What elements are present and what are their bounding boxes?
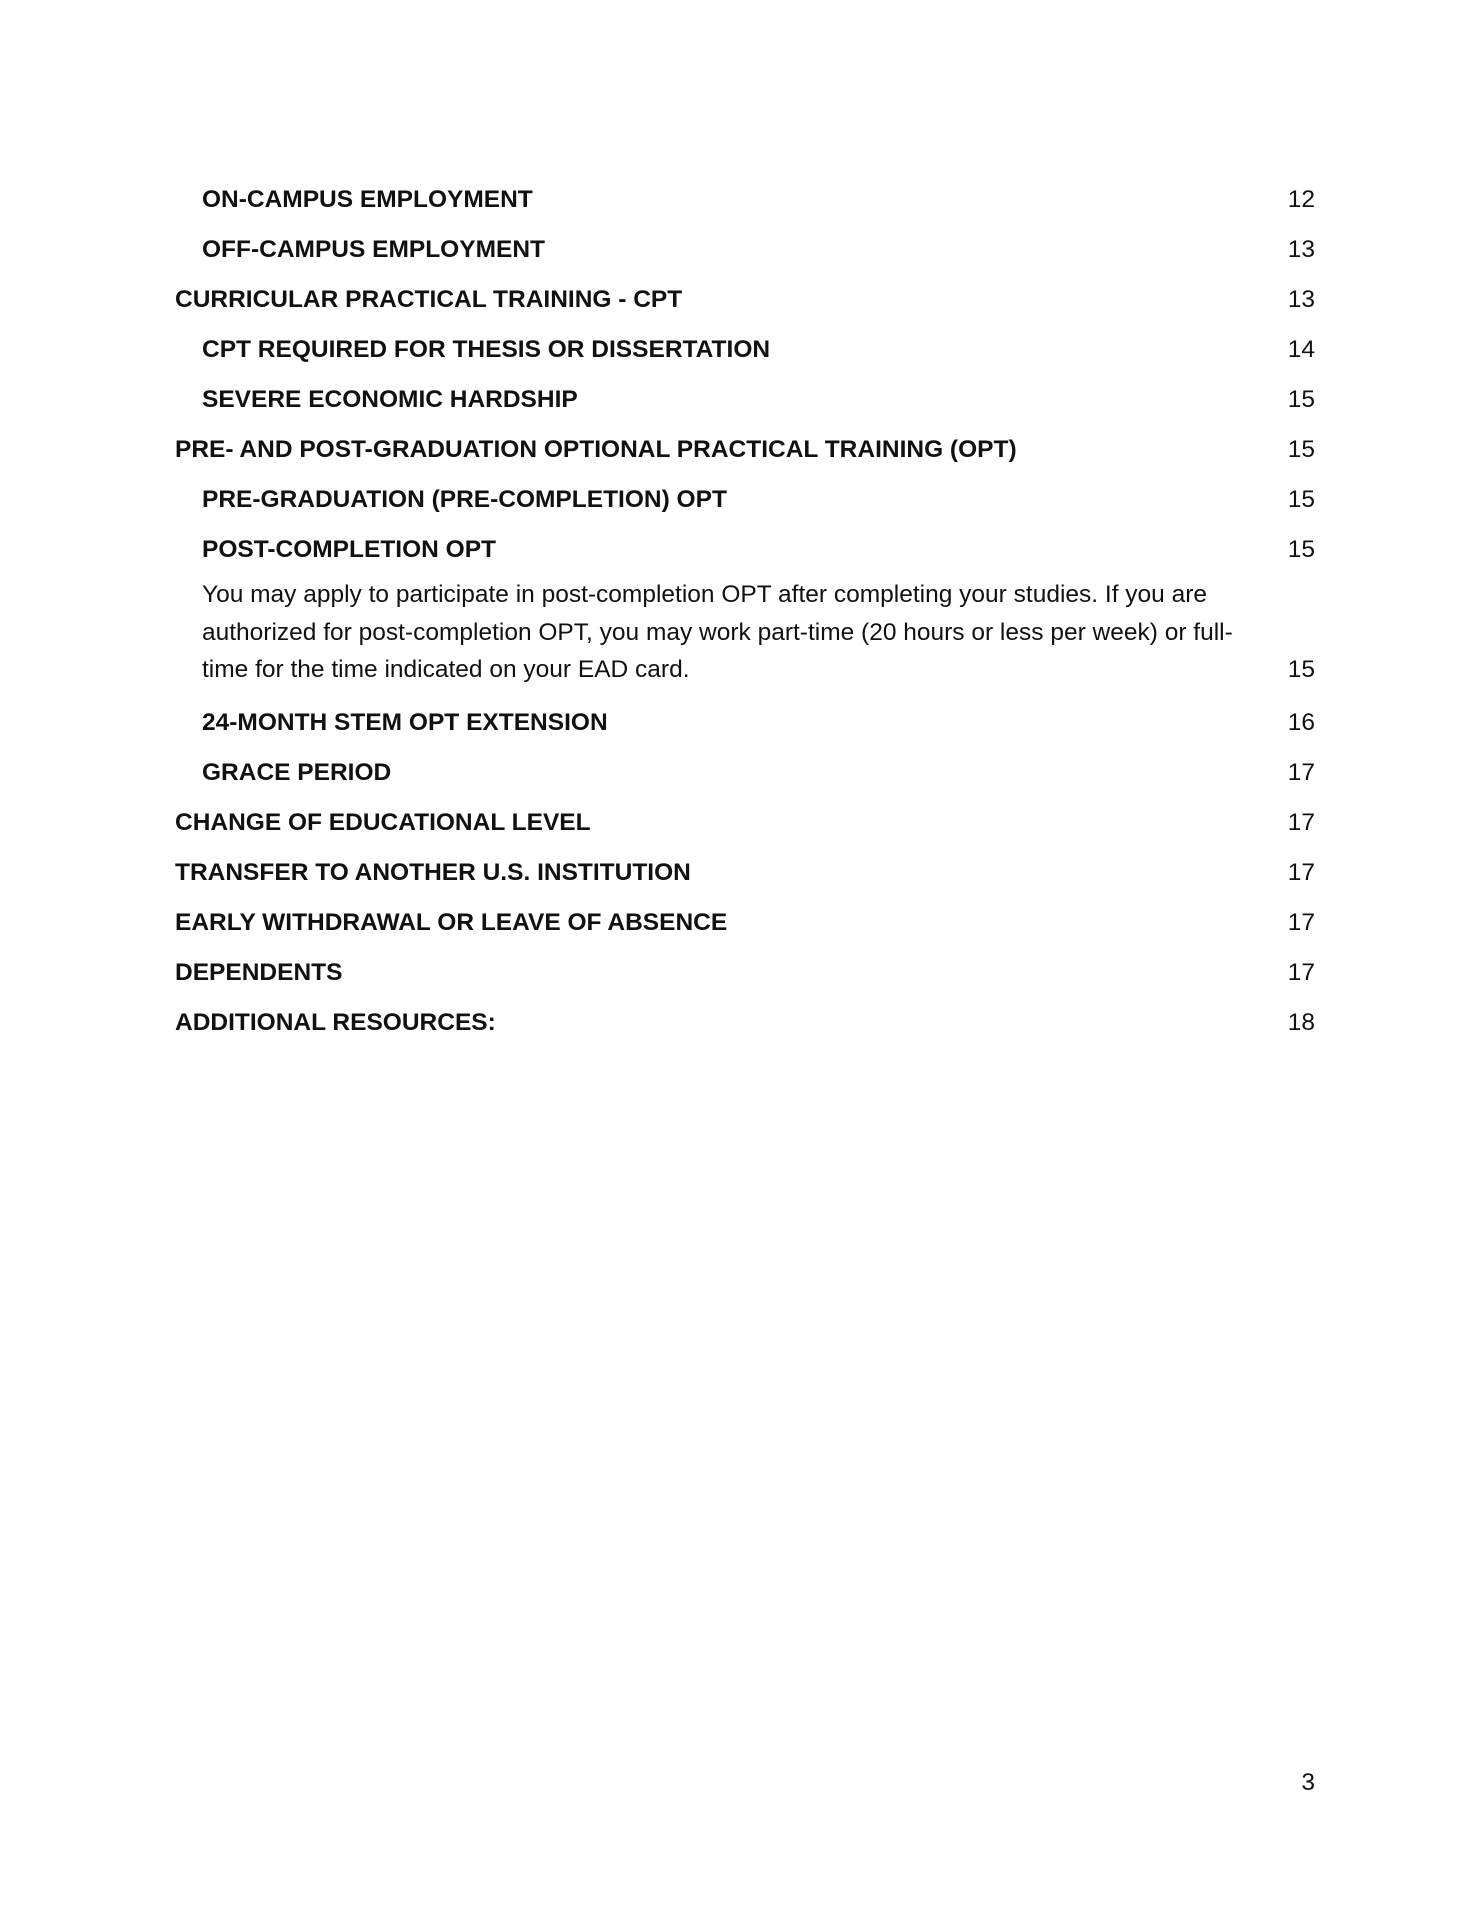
toc-entry-title: OFF-CAMPUS EMPLOYMENT	[202, 236, 545, 263]
toc-entry-early-withdrawal[interactable]	[175, 891, 1315, 941]
toc-entry-severe-economic-hardship[interactable]	[175, 368, 1315, 418]
toc-entry-page: 12	[1287, 186, 1315, 213]
toc-entry-title: PRE- AND POST-GRADUATION OPTIONAL PRACTICAL TRAINING (OPT)	[175, 436, 1017, 463]
toc-entry-title: PRE-GRADUATION (PRE-COMPLETION) OPT	[202, 486, 727, 513]
toc-entry-page: 17	[1287, 958, 1315, 986]
toc-entry-change-of-educational-level[interactable]	[175, 791, 1315, 841]
toc-entry-dependents[interactable]	[175, 941, 1315, 991]
table-of-contents	[175, 168, 1315, 1041]
toc-entry-post-completion-opt[interactable]	[175, 518, 1315, 568]
toc-entry-cpt-thesis-dissertation[interactable]	[175, 318, 1315, 368]
toc-entry-page: 15	[1287, 536, 1315, 563]
toc-entry-pre-completion-opt[interactable]	[175, 468, 1315, 518]
toc-entry-post-completion-description[interactable]	[175, 568, 1315, 691]
toc-paragraph-text: You may apply to participate in post-completion OPT after completing your studies. If you are authorized for post-completion OPT, you may work part-time (20 hours or less per week) or full-time for the time indicated on your EAD card.	[202, 581, 1233, 683]
toc-entry-page: 13	[1287, 286, 1315, 313]
toc-entry-page: 14	[1287, 336, 1315, 363]
toc-entry-title: POST-COMPLETION OPT	[202, 536, 497, 563]
toc-entry-stem-opt-extension[interactable]	[175, 691, 1315, 741]
toc-entry-title: 24-MONTH STEM OPT EXTENSION	[202, 708, 608, 736]
toc-entry-title: SEVERE ECONOMIC HARDSHIP	[202, 386, 578, 413]
toc-entry-page: 17	[1287, 808, 1315, 836]
toc-entry-on-campus-employment[interactable]	[175, 168, 1315, 218]
toc-entry-title: ADDITIONAL RESOURCES:	[175, 1008, 496, 1036]
toc-entry-page: 13	[1287, 236, 1315, 263]
toc-entry-page: 17	[1287, 758, 1315, 786]
toc-entry-page: 15	[1287, 656, 1315, 683]
toc-entry-page: 16	[1287, 708, 1315, 736]
toc-entry-title: EARLY WITHDRAWAL OR LEAVE OF ABSENCE	[175, 908, 728, 936]
toc-entry-transfer-institution[interactable]	[175, 841, 1315, 891]
toc-entry-page: 17	[1287, 908, 1315, 936]
toc-entry-page: 17	[1287, 858, 1315, 886]
toc-entry-title: TRANSFER TO ANOTHER U.S. INSTITUTION	[175, 858, 691, 886]
toc-entry-off-campus-employment[interactable]	[175, 218, 1315, 268]
toc-entry-title: CHANGE OF EDUCATIONAL LEVEL	[175, 808, 591, 836]
toc-entry-grace-period[interactable]	[175, 741, 1315, 791]
toc-entry-page: 18	[1287, 1008, 1315, 1036]
toc-entry-page: 15	[1287, 486, 1315, 513]
toc-entry-page: 15	[1287, 436, 1315, 463]
toc-entry-opt[interactable]	[175, 418, 1315, 468]
toc-entry-additional-resources[interactable]	[175, 991, 1315, 1041]
toc-entry-title: CURRICULAR PRACTICAL TRAINING - CPT	[175, 286, 683, 313]
page-number: 3	[1301, 1769, 1315, 1796]
toc-entry-title: DEPENDENTS	[175, 958, 343, 986]
toc-entry-curricular-practical-training[interactable]	[175, 268, 1315, 318]
toc-entry-title: GRACE PERIOD	[202, 758, 392, 786]
toc-entry-title: CPT REQUIRED FOR THESIS OR DISSERTATION	[202, 336, 771, 363]
toc-entry-page: 15	[1287, 386, 1315, 413]
toc-entry-title: ON-CAMPUS EMPLOYMENT	[202, 186, 533, 213]
